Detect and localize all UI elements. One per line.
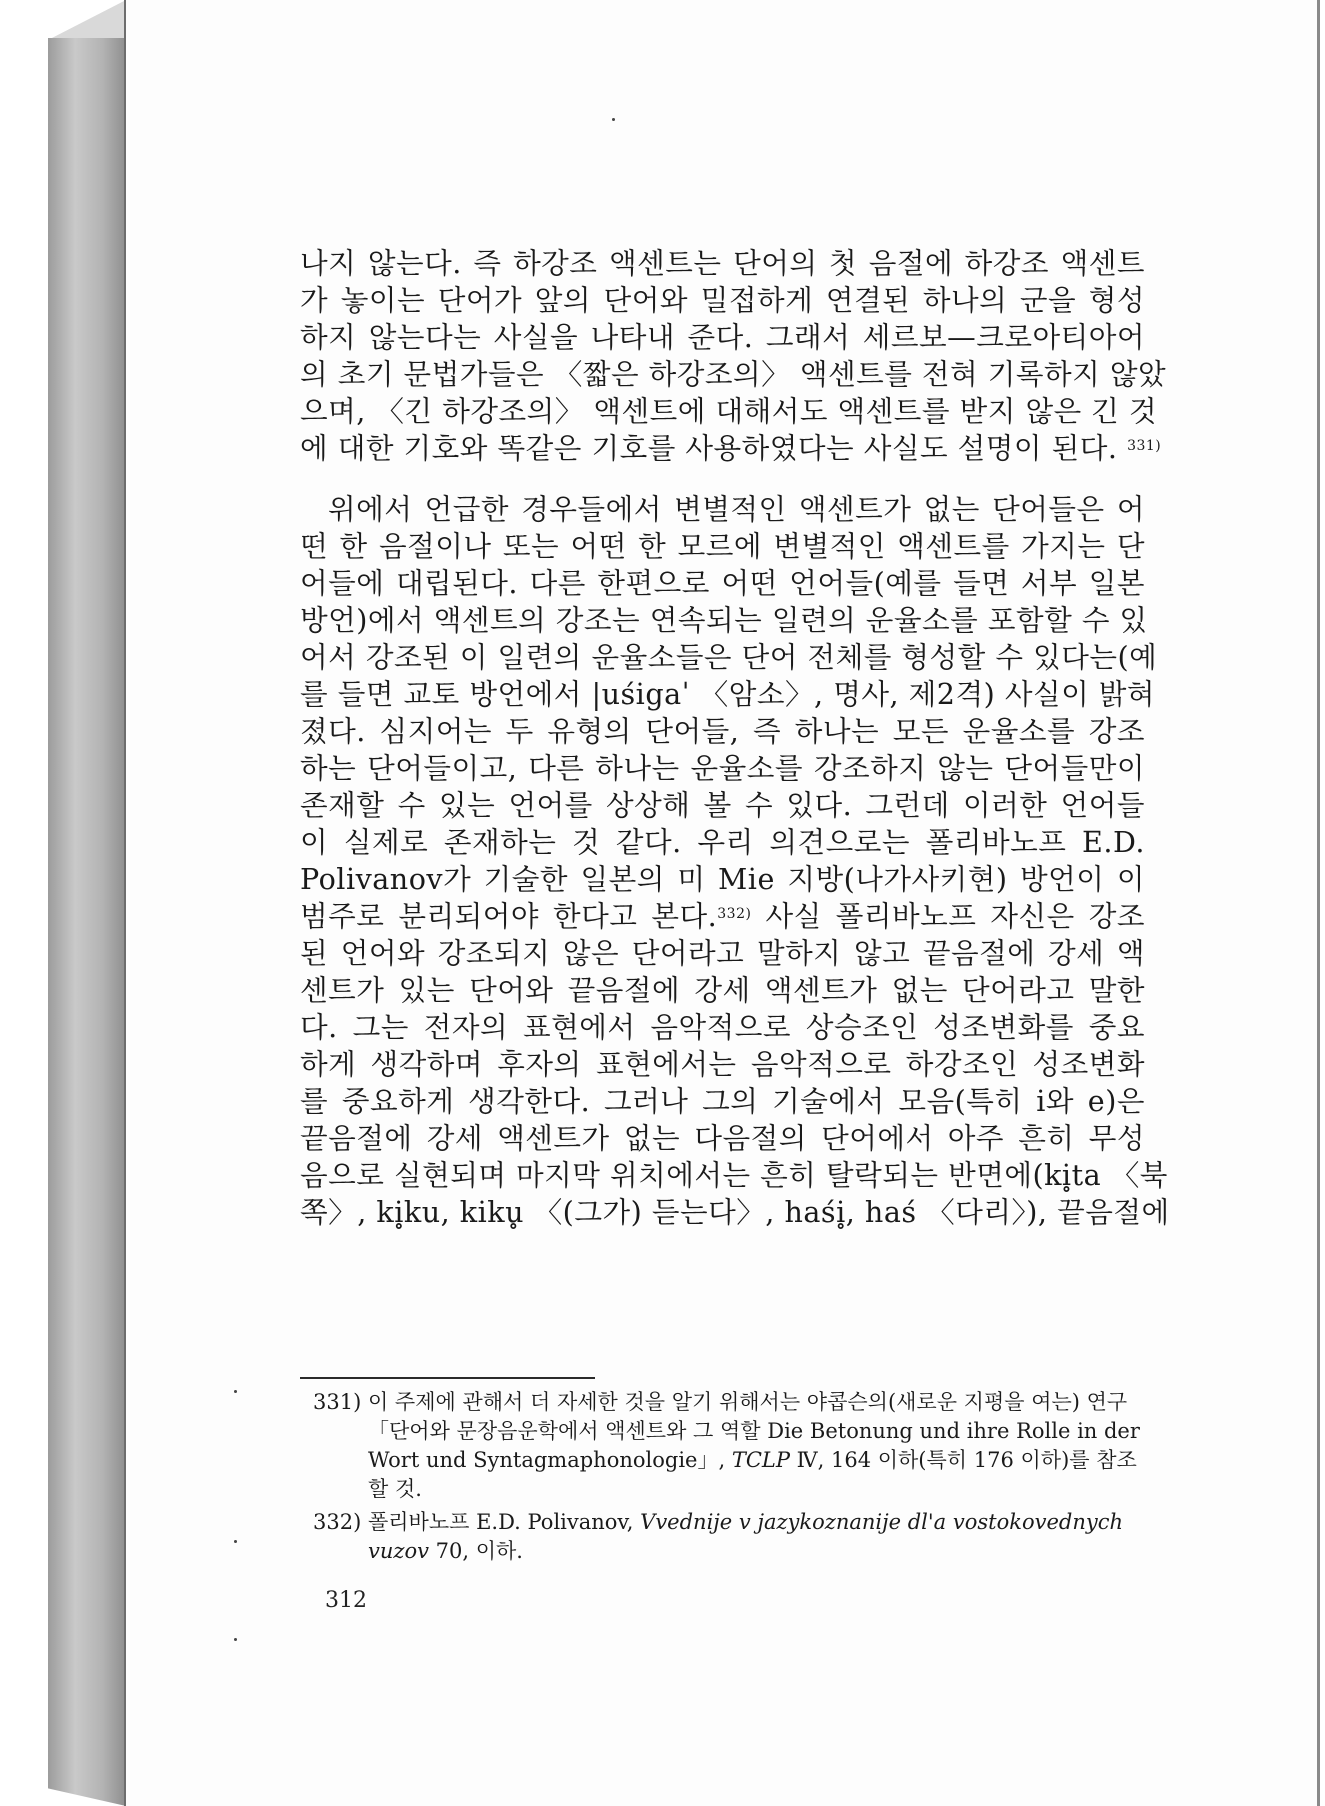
text-line: 위에서 언급한 경우들에서 변별적인 액센트가 없는 단어들은 어 <box>328 492 1145 526</box>
text-line: 를 중요하게 생각한다. 그러나 그의 기술에서 모음(특히 i와 e)은 <box>300 1084 1145 1118</box>
text-line: 하는 단어들이고, 다른 하나는 운율소를 강조하지 않는 단어들만이 <box>300 751 1145 785</box>
footnote-ref-332: 332) <box>717 906 752 922</box>
speck <box>234 1540 237 1543</box>
speck <box>612 118 615 121</box>
text-line: Polivanov가 기술한 일본의 미 Mie 지방(나가사키현) 방언이 이 <box>300 862 1145 896</box>
speck <box>234 1638 237 1641</box>
footnote-italic: Vvednije v jazykoznanije dl'a vostokovednych vuzov <box>368 1510 1124 1563</box>
book-spine-top <box>48 0 126 40</box>
text-line: 가 놓이는 단어가 앞의 단어와 밀접하게 연결된 하나의 군을 형성 <box>300 283 1145 317</box>
text-line: 끝음절에 강세 액센트가 없는 다음절의 단어에서 아주 흔히 무성 <box>300 1121 1145 1155</box>
text-fragment: 사실 폴리바노프 자신은 강조 <box>765 899 1146 933</box>
footnote-number: 332) <box>313 1510 362 1534</box>
text-fragment: 범주로 분리되어야 한다고 본다. <box>300 899 718 933</box>
text-line: 센트가 있는 단어와 끝음절에 강세 액센트가 없는 단어라고 말한 <box>300 973 1145 1007</box>
text-line: 쪽〉, ki̥ku, kiku̥ 〈(그가) 듣는다〉, haśi̥, haś 〈다리〉), 끝음절에 <box>300 1195 1170 1229</box>
page-number: 312 <box>325 1588 367 1613</box>
text-line: 음으로 실현되며 마지막 위치에서는 흔히 탈락되는 반면에(ki̥ta 〈북 <box>300 1158 1168 1192</box>
text-line-with-footnote <box>300 430 1162 467</box>
text-line-with-footnote <box>300 898 1145 935</box>
paragraph-2 <box>300 491 1170 1231</box>
footnote-tail: 70, 이하. <box>428 1539 523 1563</box>
book-spine <box>48 38 126 1806</box>
text-line: 나지 않는다. 즉 하강조 액센트는 단어의 첫 음절에 하강조 액센트 <box>300 246 1145 280</box>
text-line: 존재할 수 있는 언어를 상상해 볼 수 있다. 그런데 이러한 언어들 <box>300 788 1145 822</box>
footnote-number: 331) <box>313 1390 362 1414</box>
text-line: 방언)에서 액센트의 강조는 연속되는 일련의 운율소를 포함할 수 있 <box>300 603 1148 637</box>
footnotes <box>313 1388 1148 1570</box>
text-line: 하지 않는다는 사실을 나타내 준다. 그래서 세르보—크로아티아어 <box>300 320 1145 354</box>
footnote-tail: Ⅳ, 164 이하(특히 176 이하)를 참조할 것. <box>368 1448 1137 1501</box>
text-line: 의 초기 문법가들은 〈짧은 하강조의〉 액센트를 전혀 기록하지 않았 <box>300 357 1167 391</box>
text-fragment: 에 대한 기호와 똑같은 기호를 사용하였다는 사실도 설명이 된다. <box>300 431 1118 465</box>
body-text <box>300 245 1170 1231</box>
text-line: 다. 그는 전자의 표현에서 음악적으로 상승조인 성조변화를 중요 <box>300 1010 1145 1044</box>
text-line: 졌다. 심지어는 두 유형의 단어들, 즉 하나는 모든 운율소를 강조 <box>300 714 1145 748</box>
text-line: 어서 강조된 이 일련의 운율소들은 단어 전체를 형성할 수 있다는(예 <box>300 640 1158 674</box>
footnote-italic: TCLP <box>731 1448 790 1472</box>
footnote-text: 폴리바노프 E.D. Polivanov, <box>367 1510 641 1534</box>
text-line: 떤 한 음절이나 또는 어떤 한 모르에 변별적인 액센트를 가지는 단 <box>300 529 1145 563</box>
speck <box>234 1390 237 1393</box>
text-line: 으며, 〈긴 하강조의〉 액센트에 대해서도 액센트를 받지 않은 긴 것 <box>300 394 1158 428</box>
footnote-divider <box>300 1377 595 1379</box>
footnote-text: 이 주제에 관해서 더 자세한 것을 알기 위해서는 야콥슨의(새로운 지평을 여는) 연구 「단어와 문장음운학에서 액센트와 그 역할 Die Betonung und ihre Rolle in der Wort und Syntagmaphonologie」, <box>367 1390 1140 1472</box>
text-line: 하게 생각하며 후자의 표현에서는 음악적으로 하강조인 성조변화 <box>300 1047 1145 1081</box>
paragraph-1 <box>300 245 1167 467</box>
footnote-ref-331: 331) <box>1127 438 1162 454</box>
text-line: 된 언어와 강조되지 않은 단어라고 말하지 않고 끝음절에 강세 액 <box>300 936 1145 970</box>
text-line: 를 들면 교토 방언에서 |uśigaˈ 〈암소〉, 명사, 제2격) 사실이 밝혀 <box>300 677 1156 711</box>
text-line: 어들에 대립된다. 다른 한편으로 어떤 언어들(예를 들면 서부 일본 <box>300 566 1145 600</box>
text-line: 이 실제로 존재하는 것 같다. 우리 의견으로는 폴리바노프 E.D. <box>300 825 1145 859</box>
footnote-331 <box>313 1388 1148 1504</box>
footnote-332 <box>313 1508 1148 1566</box>
